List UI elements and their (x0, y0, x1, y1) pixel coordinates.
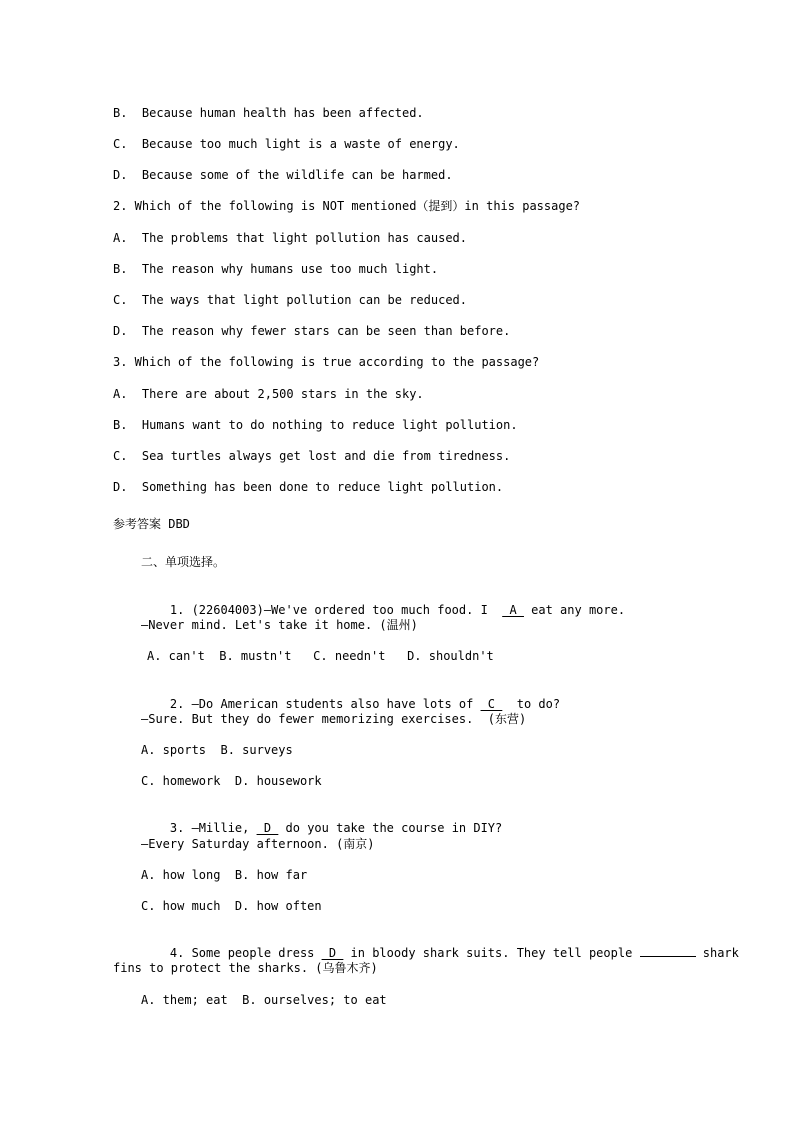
q3-stem: 3. Which of the following is true according to the passage? (113, 355, 540, 369)
item3-stem (141, 804, 503, 835)
item2-options-row1: A. sports B. surveys (141, 743, 293, 757)
q2-option-a: A. The problems that light pollution has caused. (113, 231, 468, 245)
item2-stem-pre: 2. —Do American students also have lots of (169, 697, 481, 711)
item1-answer: _A_ (502, 603, 524, 617)
item4-stem-post: shark (695, 946, 739, 960)
q3-option-d: D. Something has been done to reduce light pollution. (113, 480, 504, 494)
item2-answer: _C_ (480, 697, 503, 711)
item4-blank (640, 945, 696, 957)
item2-stem (141, 680, 561, 711)
item4-stem-mid: in bloody shark suits. They tell people (343, 946, 640, 960)
item4-stem (141, 929, 739, 960)
q1-option-c: C. Because too much light is a waste of energy. (113, 137, 460, 151)
answer-key: 参考答案 DBD (113, 517, 190, 531)
item2-reply: —Sure. But they do fewer memorizing exercises. (东营) (141, 712, 527, 726)
item4-stem-pre: 4. Some people dress (169, 946, 322, 960)
item1-stem (141, 586, 626, 617)
item3-stem-post: do you take the course in DIY? (278, 821, 503, 835)
section-heading: 二、单项选择。 (141, 555, 226, 569)
item1-options: A. can't B. mustn't C. needn't D. shouldn't (147, 649, 494, 663)
q1-option-d: D. Because some of the wildlife can be harmed. (113, 168, 453, 182)
item1-stem-post: eat any more. (523, 603, 626, 617)
q3-option-c: C. Sea turtles always get lost and die from tiredness. (113, 449, 511, 463)
item4-answer: _D_ (321, 946, 344, 960)
item4-stem-continued: fins to protect the sharks. (乌鲁木齐) (113, 961, 378, 975)
q2-option-b: B. The reason why humans use too much light. (113, 262, 439, 276)
item2-stem-post: to do? (502, 697, 561, 711)
q1-option-b: B. Because human health has been affected. (113, 106, 424, 120)
q2-stem: 2. Which of the following is NOT mentioned（提到）in this passage? (113, 199, 581, 213)
item1-stem-pre: 1. (22604003)—We've ordered too much food. I (169, 603, 503, 617)
q2-option-d: D. The reason why fewer stars can be seen than before. (113, 324, 511, 338)
item3-options-row1: A. how long B. how far (141, 868, 308, 882)
q3-option-a: A. There are about 2,500 stars in the sky. (113, 387, 424, 401)
item4-options: A. them; eat B. ourselves; to eat (141, 993, 387, 1007)
item3-answer: _D_ (256, 821, 279, 835)
q3-option-b: B. Humans want to do nothing to reduce light pollution. (113, 418, 518, 432)
item2-options-row2: C. homework D. housework (141, 774, 322, 788)
item3-options-row2: C. how much D. how often (141, 899, 322, 913)
q2-option-c: C. The ways that light pollution can be reduced. (113, 293, 468, 307)
item1-reply: —Never mind. Let's take it home. (温州) (141, 618, 418, 632)
item3-reply: —Every Saturday afternoon. (南京) (141, 837, 375, 851)
item3-stem-pre: 3. —Millie, (169, 821, 257, 835)
